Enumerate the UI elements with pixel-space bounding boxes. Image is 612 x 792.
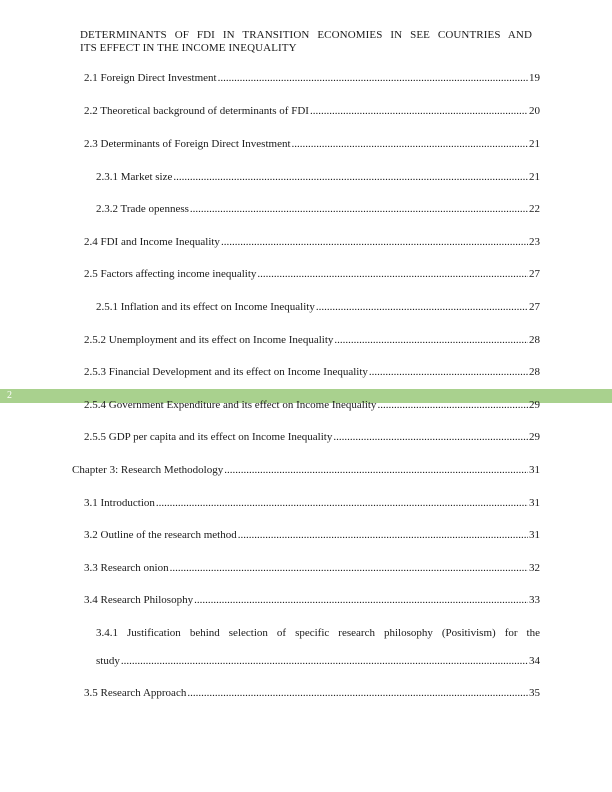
toc-entry-3-4-1[interactable] bbox=[96, 655, 540, 668]
toc-entry-2-4[interactable] bbox=[84, 236, 540, 249]
toc-entry-2-5-2[interactable] bbox=[84, 334, 540, 347]
toc-leader-dots bbox=[218, 72, 528, 85]
toc-entry-3-3[interactable] bbox=[84, 562, 540, 575]
toc-entry-label: 2.3.2 Trade openness bbox=[96, 203, 189, 215]
toc-leader-dots bbox=[190, 203, 528, 216]
toc-entry-label: 2.5.1 Inflation and its effect on Income Inequality bbox=[96, 301, 315, 313]
toc-entry-page: 27 bbox=[529, 301, 540, 313]
toc-leader-dots bbox=[377, 399, 528, 412]
toc-leader-dots bbox=[310, 105, 528, 118]
toc-leader-dots bbox=[156, 497, 528, 510]
toc-leader-dots bbox=[224, 464, 528, 477]
toc-leader-dots bbox=[238, 529, 528, 542]
toc-leader-dots bbox=[187, 687, 528, 700]
toc-leader-dots bbox=[221, 236, 528, 249]
toc-entry-label: 2.1 Foreign Direct Investment bbox=[84, 72, 217, 84]
toc-entry-page: 34 bbox=[529, 655, 540, 667]
toc-entry-page: 35 bbox=[529, 687, 540, 699]
toc-entry-label: 2.5.3 Financial Development and its effect on Income Inequality bbox=[84, 366, 368, 378]
toc-entry-label: 3.1 Introduction bbox=[84, 497, 155, 509]
toc-entry-2-5[interactable] bbox=[84, 268, 540, 281]
toc-leader-dots bbox=[170, 562, 528, 575]
toc-entry-chapter-3[interactable] bbox=[72, 464, 540, 477]
toc-entry-3-2[interactable] bbox=[84, 529, 540, 542]
toc-entry-2-5-5[interactable] bbox=[84, 431, 540, 444]
page-number: 2 bbox=[7, 390, 12, 401]
toc-entry-page: 20 bbox=[529, 105, 540, 117]
toc-entry-3-1[interactable] bbox=[84, 497, 540, 510]
toc-entry-label: 3.5 Research Approach bbox=[84, 687, 187, 699]
toc-entry-2-5-1[interactable] bbox=[96, 301, 540, 314]
header-title-line-2: ITS EFFECT IN THE INCOME INEQUALITY bbox=[80, 41, 297, 54]
toc-entry-label: 3.3 Research onion bbox=[84, 562, 169, 574]
toc-entry-page: 21 bbox=[529, 171, 540, 183]
toc-entry-2-2[interactable] bbox=[84, 105, 540, 118]
toc-entry-3-4-1-line-1[interactable]: 3.4.1 Justification behind selection of specific research philosophy (Positivism) for the bbox=[96, 627, 540, 639]
toc-entry-page: 31 bbox=[529, 464, 540, 476]
toc-entry-label: 2.5 Factors affecting income inequality bbox=[84, 268, 257, 280]
toc-leader-dots bbox=[121, 655, 528, 668]
toc-entry-page: 22 bbox=[529, 203, 540, 215]
toc-entry-label: 3.4 Research Philosophy bbox=[84, 594, 194, 606]
toc-entry-label: 3.2 Outline of the research method bbox=[84, 529, 237, 541]
toc-entry-2-5-4[interactable] bbox=[84, 399, 540, 412]
toc-entry-label: 2.4 FDI and Income Inequality bbox=[84, 236, 220, 248]
toc-entry-label: study bbox=[96, 655, 120, 667]
toc-entry-3-4[interactable] bbox=[84, 594, 540, 607]
toc-entry-page: 31 bbox=[529, 529, 540, 541]
toc-entry-page: 23 bbox=[529, 236, 540, 248]
toc-entry-page: 28 bbox=[529, 366, 540, 378]
toc-entry-page: 33 bbox=[529, 594, 540, 606]
toc-entry-page: 21 bbox=[529, 138, 540, 150]
toc-entry-page: 29 bbox=[529, 431, 540, 443]
toc-entry-label: 2.5.4 Government Expenditure and its effect on Income Inequality bbox=[84, 399, 377, 411]
toc-entry-page: 27 bbox=[529, 268, 540, 280]
toc-entry-label: 2.2 Theoretical background of determinants of FDI bbox=[84, 105, 309, 117]
toc-entry-2-3-2[interactable] bbox=[96, 203, 540, 216]
toc-entry-page: 29 bbox=[529, 399, 540, 411]
toc-leader-dots bbox=[369, 366, 528, 379]
toc-entry-2-1[interactable] bbox=[84, 72, 540, 85]
toc-entry-page: 32 bbox=[529, 562, 540, 574]
toc-leader-dots bbox=[334, 334, 528, 347]
toc-leader-dots bbox=[257, 268, 528, 281]
toc-leader-dots bbox=[194, 594, 528, 607]
toc-entry-label: 2.5.2 Unemployment and its effect on Income Inequality bbox=[84, 334, 334, 346]
toc-entry-page: 31 bbox=[529, 497, 540, 509]
header-title-line-1: DETERMINANTS OF FDI IN TRANSITION ECONOMIES IN SEE COUNTRIES AND bbox=[80, 29, 532, 41]
toc-leader-dots bbox=[292, 138, 528, 151]
toc-entry-2-5-3[interactable] bbox=[84, 366, 540, 379]
toc-leader-dots bbox=[333, 431, 528, 444]
toc-entry-page: 19 bbox=[529, 72, 540, 84]
toc-leader-dots bbox=[173, 171, 528, 184]
toc-entry-label: 2.3.1 Market size bbox=[96, 171, 173, 183]
toc-entry-2-3[interactable] bbox=[84, 138, 540, 151]
toc-entry-page: 28 bbox=[529, 334, 540, 346]
toc-entry-2-3-1[interactable] bbox=[96, 171, 540, 184]
toc-entry-label: 2.5.5 GDP per capita and its effect on Income Inequality bbox=[84, 431, 333, 443]
toc-entry-label: Chapter 3: Research Methodology bbox=[72, 464, 224, 476]
toc-leader-dots bbox=[316, 301, 528, 314]
toc-entry-label: 2.3 Determinants of Foreign Direct Investment bbox=[84, 138, 291, 150]
toc-entry-3-5[interactable] bbox=[84, 687, 540, 700]
